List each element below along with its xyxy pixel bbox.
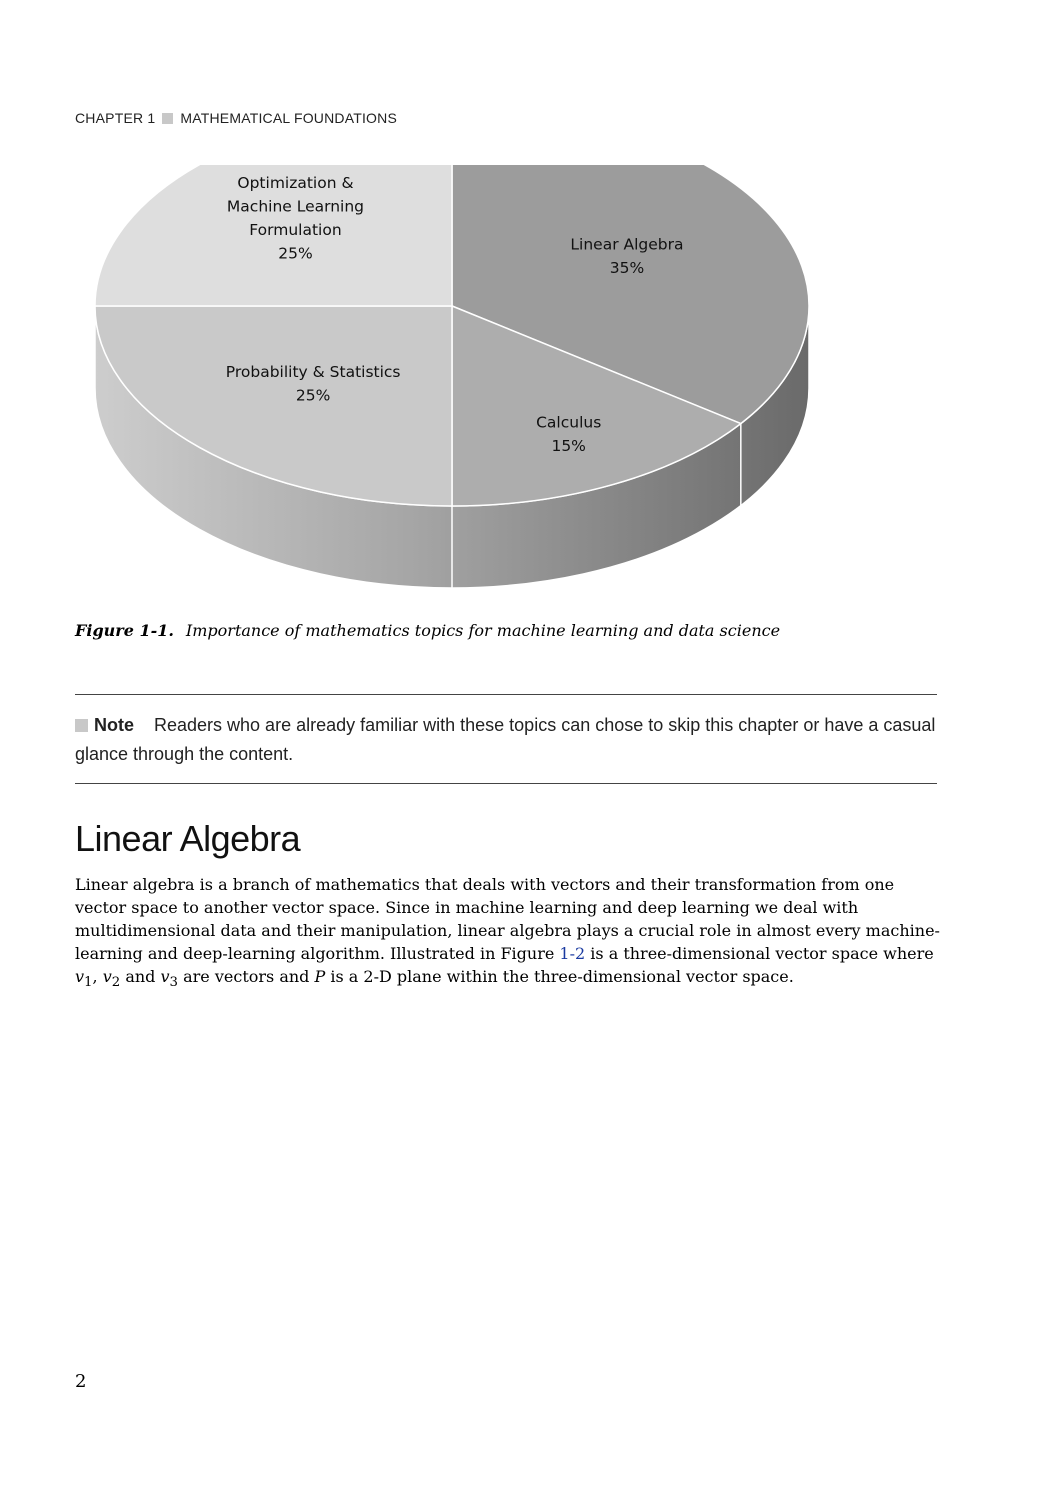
sub-v2: 2 [111,975,121,991]
sub-v3: 3 [169,975,179,991]
para-text-2: is a three-dimensional vector space where [585,944,934,963]
var-v1: v [75,967,85,986]
pie-slice-label: Optimization & Machine Learning Formulation 25% [226,174,365,263]
note-box [75,694,937,784]
note-square-icon [75,719,88,732]
var-v2: v [102,967,112,986]
figure-caption-text: Importance of mathematics topics for machine learning and data science [185,621,781,640]
figure-ref-link[interactable]: 1-2 [559,944,586,963]
var-v3: v [160,967,170,986]
and-word: and [120,967,161,986]
para-text-1: Linear algebra is a branch of mathematics that deals with vectors and their transformation from one vector space to another vector space. Since in machine learning and deep learning we deal with multidimensional data and their manipulation, linear algebra plays a crucial role in almost every machine-learning and deep-learning algorithm. Illustrated in Figure [75,875,940,963]
para-text-3: are vectors and [178,967,315,986]
figure-caption [75,621,780,640]
pie-chart [90,165,830,605]
pie-slice-label: Linear Algebra 35% [570,235,684,277]
section-label: MATHEMATICAL FOUNDATIONS [180,110,397,126]
para-text-4: is a 2-D plane within the three-dimensional vector space. [325,967,794,986]
sub-v1: 1 [84,975,93,991]
separator-square-icon [162,113,173,124]
note-text: Readers who are already familiar with these topics can chose to skip this chapter or have a casual glance through the content. [75,715,936,764]
pie-slice-label: Probability & Statistics 25% [225,363,401,405]
figure-number: Figure 1-1. [75,621,174,640]
pie-slice-label: Calculus 15% [536,413,602,456]
page-number: 2 [75,1371,87,1392]
running-head [75,110,397,126]
var-p: P [314,967,326,986]
chapter-label: CHAPTER 1 [75,110,156,126]
body-paragraph: Linear algebra is a branch of mathematics that deals with vectors and their transformation from one vector space to another vector space. Since in machine learning and deep learning we deal with multidimensional data and their manipulation, linear algebra plays a crucial role in almost every machine-learning and deep-learning algorithm. Illustrated in Figure 1-2 is a three-dimensional vector space where $v_1$, $v_2$ and $v_3$ are vectors and P is a 2-D plane within the three-dimensional vector space. [75,875,940,991]
section-heading: Linear Algebra [75,818,301,859]
note-label: Note [94,715,134,735]
